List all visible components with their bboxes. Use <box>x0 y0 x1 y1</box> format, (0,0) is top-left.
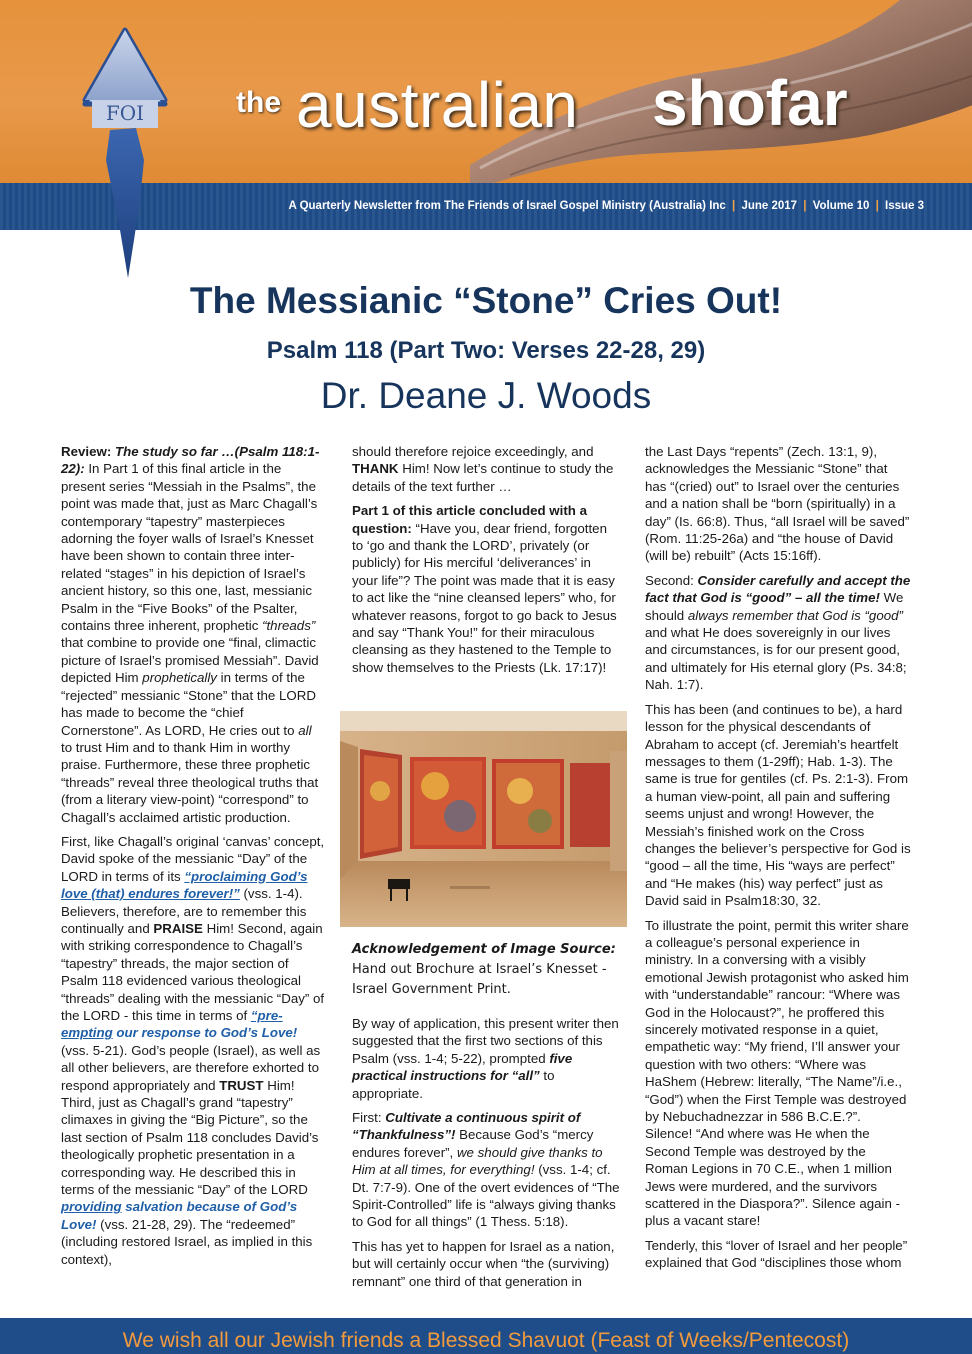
body-italic: “threads” <box>262 618 316 634</box>
highlight-proclaiming-love: “proclaiming God’s love (that) endures forever!” <box>61 868 308 902</box>
body-text: and what He does sovereignly in our lives and circumstances, is for our present good, and ultimately for His eternal glory (Ps. 34:8; Nah. 1:7). <box>645 625 907 693</box>
body-text: to trust Him and to thank Him in worthy praise. Furthermore, these three prophetic “threads” reveal three theological truths that (from a literary view-point) “correspond” to Chagall’s acclaimed artistic production. <box>61 739 319 825</box>
body-italic: we should give thanks to Him at all times, for everything! <box>352 1144 603 1178</box>
body-text: By way of application, this present writer then suggested that the first two sections of this Psalm (vss. 1-4; 5-22), prompted <box>352 1016 619 1066</box>
subtitle-publisher: A Quarterly Newsletter from The Friends of Israel Gospel Ministry (Australia) Inc <box>288 200 726 212</box>
article-column-2 <box>352 443 620 683</box>
body-text: that combine to provide one “final, climactic picture of Israel’s promised Messiah”. David depicted Him <box>61 635 319 686</box>
highlight-providing: providing <box>61 1199 122 1215</box>
body-text: “Have you, dear friend, forgotten to ‘go and thank the LORD’, privately (or publicly) for His merciful ‘deliverances’ in your life”? The point was made that it is easy to act like the “nine cleansed lepers” who, for whatever reasons, forgot to go back to Jesus and say “Thank You!” for their miraculous cleansing as they hastened to the Temple to show themselves to the Priests (Lk. 17:17)! <box>352 520 617 675</box>
body-text: (vss. 1-4). Believers, therefore, are to remember this continually and <box>61 886 307 936</box>
paragraph-israel-nation: This has yet to happen for Israel as a nation, but will certainly occur when “the (surviving) remnant” one third of that generation in <box>352 1238 615 1289</box>
article-subtitle: Psalm 118 (Part Two: Verses 22-28, 29) <box>266 337 706 364</box>
caption-text: Hand out Brochure at Israel’s Knesset - Israel Government Print. <box>352 962 607 997</box>
subtitle-issue: Issue 3 <box>885 200 924 212</box>
paragraph-hard-lesson: This has been (and continues to be), a hard lesson for the physical descendants of Abraham to accept (cf. Jeremiah’s heartfelt messages to them (1-29ff); Hab. 1-3). The same is true for gentiles (cf. Ps. 2:1-3). From a human view-point, all pain and suffering seems unjust and wrong! However, the Messiah’s finished work on the Cross changes the believer’s perspective for God is “good – all the time, His “ways are perfect” and “He makes (his) way perfect” just as David said in Psalm18:30, 32. <box>645 701 911 909</box>
body-text: should therefore rejoice exceedingly, and <box>352 444 594 459</box>
body-text: First, like Chagall’s original ‘canvas’ concept, David spoke of the messianic “Day” of the LORD in terms of its <box>61 833 325 884</box>
paragraph-first-instruction <box>352 1109 620 1231</box>
review-label: Review: <box>61 444 112 459</box>
body-bold: TRUST <box>219 1077 264 1093</box>
instruction-heading: Consider carefully and accept the fact that God is “good” – all the time! <box>645 572 911 606</box>
body-bold: PRAISE <box>153 920 203 936</box>
body-italic: always remember that God is “good” <box>687 607 903 623</box>
paragraph-review <box>61 443 326 826</box>
body-text: (vss. 21-28, 29). The “redeemed” (including restored Israel, as implied in this context), <box>61 1216 313 1267</box>
highlight-pre-empting: “pre-empting <box>61 1008 283 1041</box>
masthead-title-shofar: shofar <box>652 67 848 139</box>
paragraph-tenderly: Tenderly, this “lover of Israel and her people” explained that God “disciplines those whom <box>645 1237 908 1271</box>
subtitle-separator: | <box>803 200 807 212</box>
body-text: Because God’s “mercy endures forever”, <box>352 1127 594 1160</box>
instruction-heading: Cultivate a continuous spirit of “Thankfulness”! <box>352 1110 581 1143</box>
caption-heading: Acknowledgement of Image Source: <box>352 942 616 957</box>
footer-greeting: We wish all our Jewish friends a Blessed Shavuot (Feast of Weeks/Pentecost) <box>122 1329 850 1352</box>
paragraph-question <box>352 502 620 676</box>
body-italic: prophetically <box>142 670 217 686</box>
paragraph-illustration: To illustrate the point, permit this writer share a colleague’s personal experience in ministry. In a conversing with a visibly emotional Jewish protagonist who asked him with “understandable” rancour: “Where was God in the Holocaust?”, he proffered this sincerely motivated response in a quiet, empathetic way: “My friend, I’ll answer your question with two others: “Where was HaShem (Hebrew: literally, “The Name”/i.e., “God”) when the First Temple was destroyed by Nebuchadnezzar in 586 B.C.E.?”. Silence! “And where was He when the Second Temple was destroyed by the Roman Legions in 70 C.E., when 1 million Jews were murdered, and the survivors scattered in the Diaspora?”. Silence again - plus a vacant stare! <box>645 917 909 1229</box>
article-column-2-continued <box>352 1015 620 1297</box>
masthead-subtitle <box>289 200 925 212</box>
body-italic: all <box>298 722 312 738</box>
paragraph-second-instruction <box>645 572 911 694</box>
paragraph-first <box>61 833 326 1268</box>
body-text: Him! Second, again with striking correspondence to Chagall’s “tapestry” threads, the major section of Psalm 118 evidenced various theological “threads” dealing with the messianic “Day” of the LORD - this time in terms of <box>61 920 325 1023</box>
body-bold: THANK <box>352 461 399 477</box>
subtitle-separator: | <box>732 200 736 212</box>
masthead-title-australian: australian <box>296 69 579 141</box>
body-text: in terms of the “rejected” messianic “Stone” that the LORD has made to become the “chief Cornerstone”. As LORD, He cries out to <box>61 670 316 738</box>
paragraph-thank <box>352 443 620 495</box>
body-text: (vss. 5-21). God’s people (Israel), as well as all other believers, are therefore exhorted to respond appropriately and <box>61 1042 321 1093</box>
subtitle-date: June 2017 <box>741 200 798 212</box>
subtitle-volume: Volume 10 <box>812 200 870 212</box>
body-text: to appropriate. <box>352 1068 555 1101</box>
masthead-title-the: the <box>236 86 281 119</box>
knesset-chagall-tapestry-photo <box>340 711 627 927</box>
highlight-response: our response to God’s Love! <box>112 1025 298 1041</box>
body-text: Him! Now let’s continue to study the details of the text further … <box>352 461 614 494</box>
paragraph-application <box>352 1015 620 1102</box>
body-text: In Part 1 of this final article in the present series “Messiah in the Psalms”, the point was made that, just as Marc Chagall’s contemporary “tapestry” masterpieces adorning the foyer walls of Israel’s Knesset have been shown to contain three inter-related “stages” in his depiction of Israel’s ancient history, so this one, last, messianic Psalm in the “Five Books” of the Psalter, contains three inherent, prophetic <box>61 461 318 634</box>
question-heading: Part 1 of this article concluded with a question: <box>352 503 587 536</box>
article-author: Dr. Deane J. Woods <box>320 375 652 416</box>
body-text: (vss. 1-4; cf. Dt. 7:7-9). One of the overt evidences of “The Spirit-Controlled” life is “always giving thanks to God for all things” (1 Thess. 5:18). <box>352 1162 620 1230</box>
highlight-salvation: salvation because of God’s Love! <box>61 1199 298 1232</box>
foi-logo-text: FOI <box>105 101 145 125</box>
body-text: First: <box>352 1110 386 1126</box>
paragraph-last-days: the Last Days “repents” (Zech. 13:1, 9), acknowledges the Messianic “Stone” that has “(cried) out” to Israel over the centuries and a nation shall be “born (spiritually) in a day” (Is. 66:8). Thus, “all Israel will be saved” (Rom. 11:25-26a) and “the house of David (will be) rebuilt” (Acts 15:16ff). <box>645 444 910 564</box>
article-column-3 <box>645 443 911 1279</box>
foi-star-logo <box>40 10 210 280</box>
article-column-1 <box>61 443 326 1275</box>
body-text: Second: <box>645 572 698 588</box>
article-title: The Messianic “Stone” Cries Out! <box>189 280 783 321</box>
body-text: We should <box>645 590 904 623</box>
review-heading: The study so far …(Psalm 118:1-22): <box>61 444 320 477</box>
image-caption <box>352 940 622 1000</box>
body-text: Him! Third, just as Chagall’s grand “tapestry” climaxes in giving the “Big Picture”, so the last section of Psalm 118 concludes David’s theologically prophetic presentation in a corresponding way. He described this in terms of the messianic “Day” of the LORD <box>61 1077 319 1198</box>
body-bold-italic: five practical instructions for “all” <box>352 1050 573 1084</box>
subtitle-separator: | <box>875 200 879 212</box>
